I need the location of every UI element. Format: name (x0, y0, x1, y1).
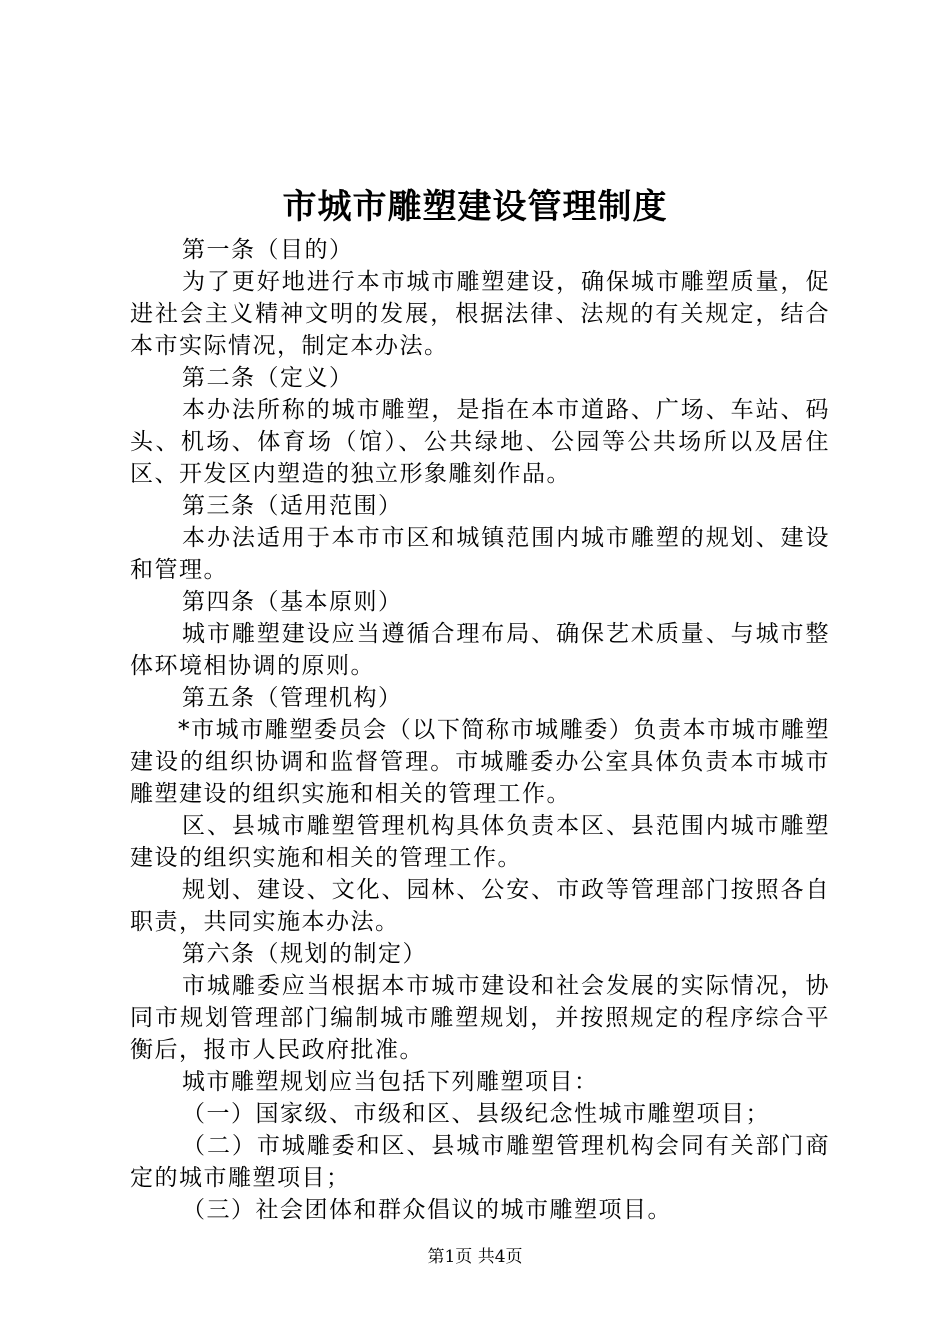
document-body (130, 234, 830, 1226)
paragraph: 城市雕塑规划应当包括下列雕塑项目： (182, 1069, 599, 1095)
paragraph: 本办法适用于本市市区和城镇范围内城市雕塑的规划、建设和管理。 (130, 525, 830, 583)
list-item: （一）国家级、市级和区、县级纪念性城市雕塑项目； (182, 1101, 770, 1127)
page-footer: 第1页 共4页 (427, 1247, 523, 1267)
article-heading: 第三条（适用范围） (182, 493, 403, 519)
paragraph: 规划、建设、文化、园林、公安、市政等管理部门按照各自职责，共同实施本办法。 (130, 877, 830, 935)
list-item: （二）市城雕委和区、县城市雕塑管理机构会同有关部门商定的城市雕塑项目； (130, 1133, 830, 1191)
paragraph: 市城雕委应当根据本市城市建设和社会发展的实际情况，协同市规划管理部门编制城市雕塑规划，并按照规定的程序综合平衡后，报市人民政府批准。 (130, 973, 830, 1063)
paragraph: 城市雕塑建设应当遵循合理布局、确保艺术质量、与城市整体环境相协调的原则。 (130, 621, 830, 679)
paragraph: 本办法所称的城市雕塑，是指在本市道路、广场、车站、码头、机场、体育场（馆）、公共绿地、公园等公共场所以及居住区、开发区内塑造的独立形象雕刻作品。 (130, 397, 830, 487)
paragraph: 区、县城市雕塑管理机构具体负责本区、县范围内城市雕塑建设的组织实施和相关的管理工作。 (130, 813, 830, 871)
list-item: （三）社会团体和群众倡议的城市雕塑项目。 (182, 1197, 672, 1223)
paragraph: 为了更好地进行本市城市雕塑建设，确保城市雕塑质量，促进社会主义精神文明的发展，根据法律、法规的有关规定，结合本市实际情况，制定本办法。 (130, 269, 830, 359)
article-heading: 第六条（规划的制定） (182, 941, 427, 967)
paragraph: *市城市雕塑委员会（以下简称市城雕委）负责本市城市雕塑建设的组织协调和监督管理。市城雕委办公室具体负责本市城市雕塑建设的组织实施和相关的管理工作。 (130, 717, 830, 807)
article-heading: 第五条（管理机构） (182, 685, 403, 711)
article-heading: 第四条（基本原则） (182, 589, 403, 615)
document-title: 市城市雕塑建设管理制度 (282, 187, 668, 227)
article-heading: 第一条（目的） (182, 237, 354, 263)
article-heading: 第二条（定义） (182, 365, 354, 391)
